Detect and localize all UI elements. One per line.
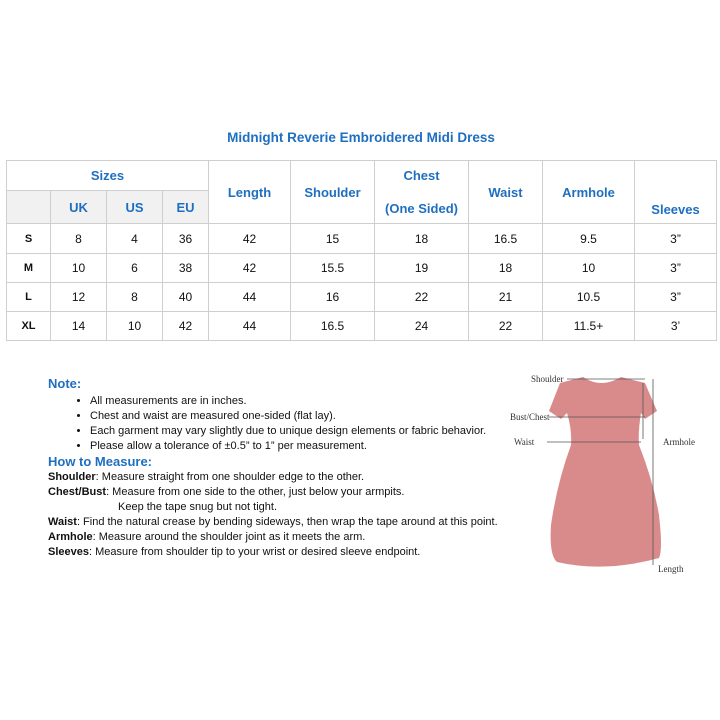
- size-cell: S: [7, 224, 51, 254]
- sleeves-description: : Measure from shoulder tip to your wrist or desired sleeve endpoint.: [88, 546, 421, 558]
- length-cell: 42: [209, 254, 291, 283]
- chest-cell: 24: [375, 312, 469, 341]
- size-cell: L: [7, 283, 51, 312]
- eu-cell: 42: [163, 312, 209, 341]
- us-cell: 4: [107, 224, 163, 254]
- shoulder-cell: 16: [291, 283, 375, 312]
- uk-cell: 8: [51, 224, 107, 254]
- note-item: • All measurements are in inches.: [90, 394, 518, 409]
- armhole-cell: 9.5: [543, 224, 635, 254]
- armhole-description: : Measure around the shoulder joint as it meets the arm.: [92, 531, 366, 543]
- shoulder-diagram-label: Shoulder: [531, 374, 564, 384]
- shoulder-instruction: [48, 470, 518, 485]
- size-cell: XL: [7, 312, 51, 341]
- armhole-diagram-label: Armhole: [663, 437, 695, 447]
- notes-section: [48, 376, 518, 560]
- how-to-measure-heading: How to Measure:: [48, 454, 153, 469]
- shoulder-term: Shoulder: [48, 471, 96, 483]
- page-title: Midnight Reverie Embroidered Midi Dress: [227, 130, 495, 145]
- us-cell: 8: [107, 283, 163, 312]
- waist-diagram-label: Waist: [514, 437, 535, 447]
- eu-cell: 40: [163, 283, 209, 312]
- sleeves-cell: 3’: [635, 312, 717, 341]
- bust-diagram-label: Bust/Chest: [510, 412, 550, 422]
- sleeves-instruction: [48, 545, 518, 560]
- table-row: [7, 254, 717, 283]
- armhole-header: Armhole: [543, 161, 635, 224]
- waist-cell: 22: [469, 312, 543, 341]
- length-header: Length: [209, 161, 291, 224]
- chest-cell: 18: [375, 224, 469, 254]
- note-item: • Please allow a tolerance of ±0.5” to 1” per measurement.: [90, 439, 518, 454]
- sleeves-cell: 3”: [635, 283, 717, 312]
- uk-header: UK: [51, 191, 107, 224]
- dress-measurement-diagram: [505, 365, 715, 580]
- sleeves-header: [635, 161, 717, 224]
- note-list: [48, 394, 518, 454]
- uk-cell: 10: [51, 254, 107, 283]
- size-chart-table: [6, 160, 717, 341]
- shoulder-cell: 16.5: [291, 312, 375, 341]
- length-diagram-label: Length: [658, 564, 684, 574]
- armhole-instruction: [48, 530, 518, 545]
- waist-term: Waist: [48, 516, 77, 528]
- uk-cell: 14: [51, 312, 107, 341]
- chest-header-line1: Chest: [403, 168, 440, 183]
- size-label-header: [7, 191, 51, 224]
- waist-cell: 18: [469, 254, 543, 283]
- chest-instruction-continued: Keep the tape snug but not tight.: [118, 501, 278, 513]
- armhole-cell: 10: [543, 254, 635, 283]
- armhole-cell: 11.5+: [543, 312, 635, 341]
- chest-cell: 19: [375, 254, 469, 283]
- shoulder-description: : Measure straight from one shoulder edge to the other.: [95, 471, 365, 483]
- shoulder-cell: 15.5: [291, 254, 375, 283]
- table-header-row: [7, 161, 717, 191]
- sleeves-cell: 3”: [635, 224, 717, 254]
- armhole-term: Armhole: [48, 531, 93, 543]
- waist-instruction: [48, 515, 518, 530]
- uk-cell: 12: [51, 283, 107, 312]
- note-item: • Chest and waist are measured one-sided (flat lay).: [90, 409, 518, 424]
- sizes-header: Sizes: [7, 161, 209, 191]
- sleeves-header-label: Sleeves: [651, 202, 700, 217]
- waist-header: Waist: [469, 161, 543, 224]
- note-item: • Each garment may vary slightly due to unique design elements or fabric behavior.: [90, 424, 518, 439]
- waist-cell: 16.5: [469, 224, 543, 254]
- sleeves-term: Sleeves: [48, 546, 89, 558]
- us-header: US: [107, 191, 163, 224]
- chest-instruction: [48, 485, 518, 500]
- chest-header-line2: (One Sided): [385, 201, 458, 216]
- us-cell: 10: [107, 312, 163, 341]
- table-row: [7, 283, 717, 312]
- eu-header: EU: [163, 191, 209, 224]
- waist-cell: 21: [469, 283, 543, 312]
- chest-header: [375, 161, 469, 224]
- chest-term: Chest/Bust: [48, 486, 107, 498]
- length-cell: 44: [209, 312, 291, 341]
- shoulder-header: Shoulder: [291, 161, 375, 224]
- eu-cell: 38: [163, 254, 209, 283]
- length-cell: 44: [209, 283, 291, 312]
- chest-cell: 22: [375, 283, 469, 312]
- length-cell: 42: [209, 224, 291, 254]
- table-row: [7, 224, 717, 254]
- note-heading: Note:: [48, 376, 82, 391]
- us-cell: 6: [107, 254, 163, 283]
- chest-description: : Measure from one side to the other, just below your armpits.: [106, 486, 405, 498]
- waist-description: : Find the natural crease by bending sideways, then wrap the tape around at this point.: [76, 516, 498, 528]
- table-row: [7, 312, 717, 341]
- sleeves-cell: 3”: [635, 254, 717, 283]
- armhole-cell: 10.5: [543, 283, 635, 312]
- shoulder-cell: 15: [291, 224, 375, 254]
- eu-cell: 36: [163, 224, 209, 254]
- size-cell: M: [7, 254, 51, 283]
- dress-shape: [549, 377, 661, 567]
